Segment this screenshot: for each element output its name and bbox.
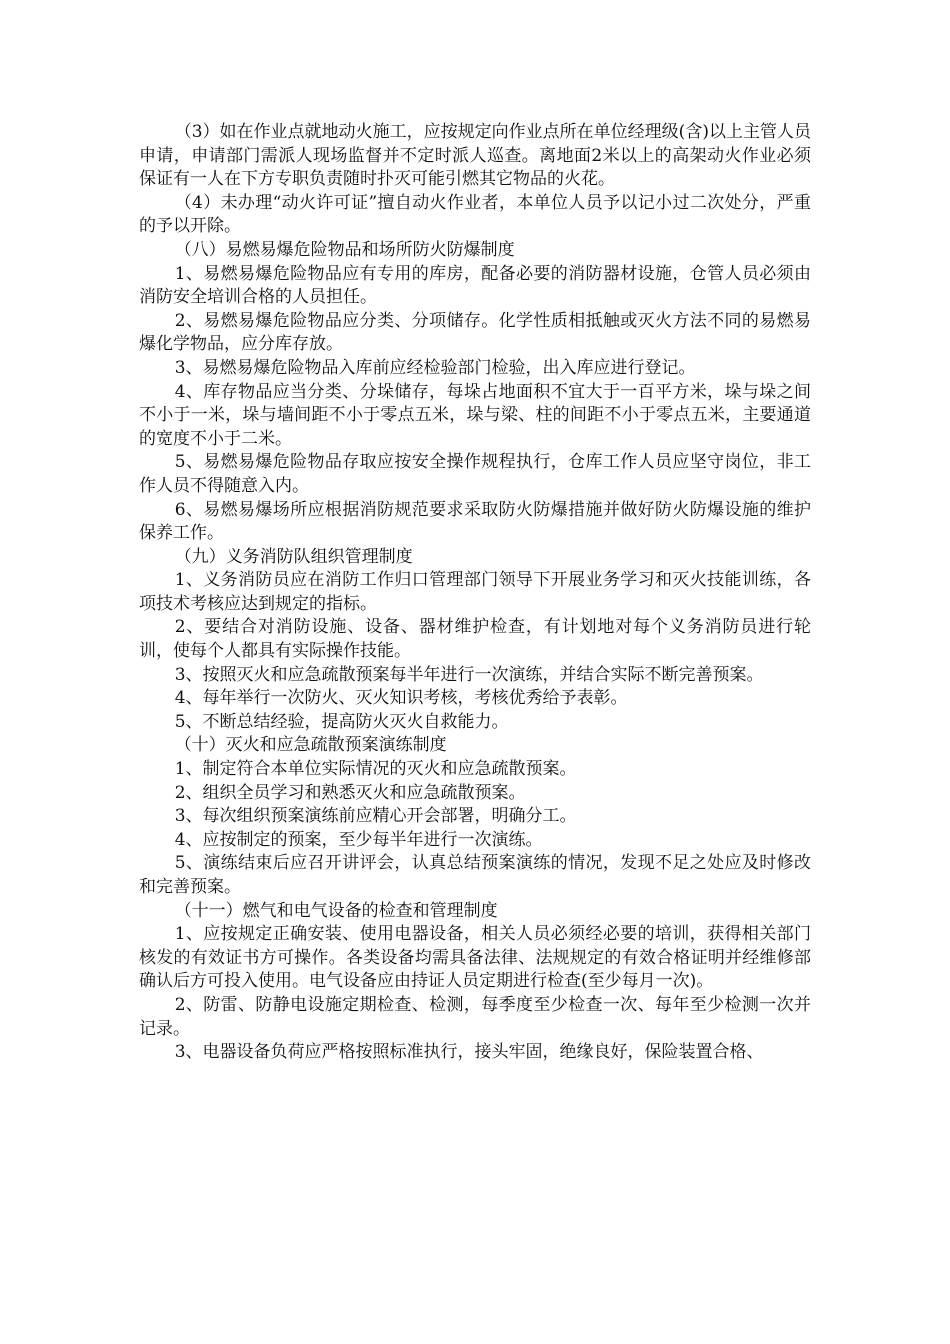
paragraph-3: （3）如在作业点就地动火施工，应按规定向作业点所在单位经理级(含)以上主管人员申请，申请部门需派人现场监督并不定时派人巡查。离地面2米以上的高架动火作业必须保证有一人在下方专职负责随时扑灭可能引燃其它物品的火花。 [139, 122, 811, 190]
section-9-item-4: 4、每年举行一次防火、灭火知识考核，考核优秀给予表彰。 [174, 688, 628, 709]
document-body [139, 121, 811, 1065]
section-11-item-2: 2、防雷、防静电设施定期检查、检测，每季度至少检查一次、每年至少检测一次并记录。 [139, 994, 811, 1039]
section-11-item-3: 3、电器设备负荷应严格按照标准执行，接头牢固，绝缘良好，保险装置合格、 [174, 1042, 764, 1063]
section-heading-8: （八）易燃易爆危险物品和场所防火防爆制度 [174, 239, 515, 260]
section-heading-11: （十一）燃气和电气设备的检查和管理制度 [174, 900, 498, 921]
section-9-item-1: 1、义务消防员应在消防工作归口管理部门领导下开展业务学习和灭火技能训练，各项技术考核应达到规定的指标。 [139, 570, 811, 614]
section-10-item-3: 3、每次组织预案演练前应精心开会部署，明确分工。 [174, 806, 577, 827]
section-9-item-5: 5、不断总结经验，提高防火灭火自救能力。 [174, 711, 509, 732]
section-8-item-3: 3、易燃易爆危险物品入库前应经检验部门检验，出入库应进行登记。 [174, 357, 696, 378]
paragraph-4: （4）未办理“动火许可证”擅自动火作业者，本单位人员予以记小过二次处分，严重的予以开除。 [139, 192, 811, 237]
section-10-item-4: 4、应按制定的预案，至少每半年进行一次演练。 [174, 829, 543, 850]
section-10-item-2: 2、组织全员学习和熟悉灭火和应急疏散预案。 [174, 782, 526, 803]
section-10-item-1: 1、制定符合本单位实际情况的灭火和应急疏散预案。 [174, 759, 577, 780]
section-8-item-1: 1、易燃易爆危险物品应有专用的库房，配备必要的消防器材设施，仓管人员必须由消防安全培训合格的人员担任。 [139, 263, 811, 308]
section-8-item-4: 4、库存物品应当分类、分垛储存，每垛占地面积不宜大于一百平方米，垛与垛之间不小于一米，垛与墙间距不小于零点五米，垛与梁、柱的间距不小于零点五米，主要通道的宽度不小于二米。 [139, 381, 811, 449]
section-9-item-3: 3、按照灭火和应急疏散预案每半年进行一次演练，并结合实际不断完善预案。 [174, 664, 764, 685]
section-8-item-6: 6、易燃易爆场所应根据消防规范要求采取防火防爆措施并做好防火防爆设施的维护保养工作。 [139, 499, 811, 544]
section-heading-9: （九）义务消防队组织管理制度 [174, 546, 413, 567]
section-8-item-2: 2、易燃易爆危险物品应分类、分项储存。化学性质相抵触或灭火方法不同的易燃易爆化学物品，应分库存放。 [139, 310, 811, 355]
section-8-item-5: 5、易燃易爆危险物品存取应按安全操作规程执行，仓库工作人员应坚守岗位，非工作人员不得随意入内。 [139, 452, 811, 496]
section-11-item-1: 1、应按规定正确安装、使用电器设备，相关人员必须经必要的培训，获得相关部门核发的有效证书方可操作。各类设备均需具备法律、法规规定的有效合格证明并经维修部确认后方可投入使用。电气设备应由持证人员定期进行检查(至少每月一次)。 [139, 924, 811, 992]
section-9-item-2: 2、要结合对消防设施、设备、器材维护检查，有计划地对每个义务消防员进行轮训，使每个人都具有实际操作技能。 [139, 617, 811, 662]
section-heading-10: （十）灭火和应急疏散预案演练制度 [174, 735, 447, 756]
section-10-item-5: 5、演练结束后应召开讲评会，认真总结预案演练的情况，发现不足之处应及时修改和完善预案。 [139, 853, 811, 897]
